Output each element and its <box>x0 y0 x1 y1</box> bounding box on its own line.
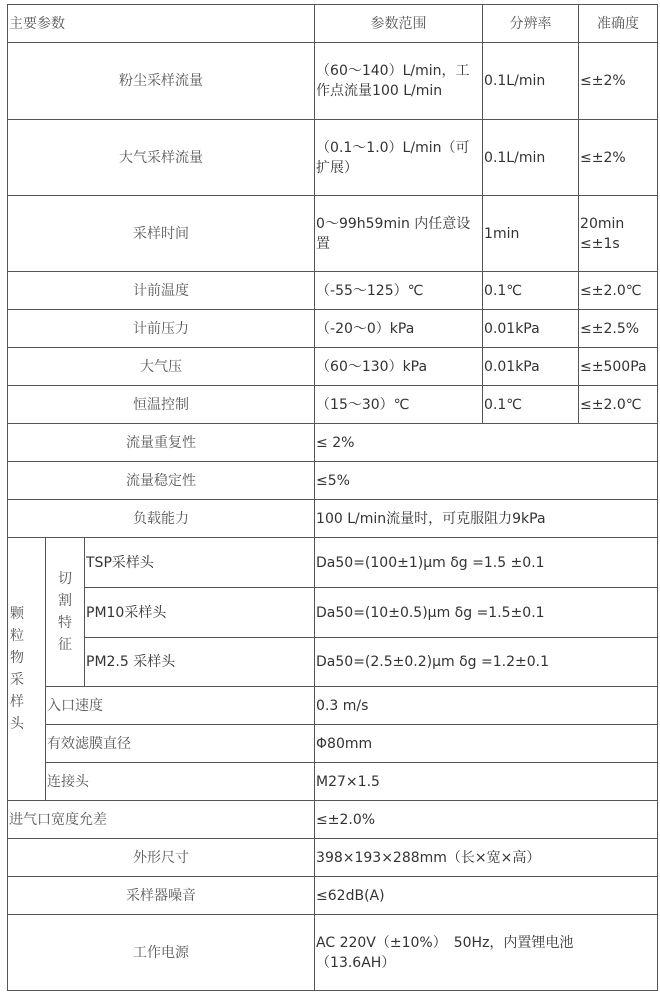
param-value: ≤±2.0% <box>315 801 658 839</box>
param-resolution: 0.01kPa <box>483 310 579 348</box>
param-value: 398×193×288mm（长×宽×高） <box>315 839 658 877</box>
table-row <box>8 386 658 424</box>
table-row <box>8 877 658 915</box>
param-name: 流量重复性 <box>8 424 315 462</box>
cut-label-text: 切割特征 <box>58 571 72 653</box>
param-accuracy: 20min ≤±1s <box>579 196 658 272</box>
particle-group-label <box>8 538 46 801</box>
param-range: （0.1～1.0）L/min（可扩展） <box>315 120 483 196</box>
param-name: 进气口宽度允差 <box>8 801 315 839</box>
cut-row-name: PM2.5 采样头 <box>85 638 315 687</box>
table-row <box>8 588 658 638</box>
param-value <box>315 915 658 991</box>
cut-label <box>46 538 85 687</box>
param-resolution: 0.1℃ <box>483 272 579 310</box>
param-accuracy: ≤±2.0℃ <box>579 386 658 424</box>
spec-table <box>7 4 658 991</box>
param-resolution: 0.01kPa <box>483 348 579 386</box>
param-name: 计前压力 <box>8 310 315 348</box>
cut-row-value: Da50=(2.5±0.2)μm δg =1.2±0.1 <box>315 638 658 687</box>
table-row <box>8 500 658 538</box>
header-resolution: 分辨率 <box>483 5 579 43</box>
param-accuracy: ≤±2% <box>579 120 658 196</box>
cut-row-name: TSP采样头 <box>85 538 315 588</box>
param-value: ≤62dB(A) <box>315 877 658 915</box>
param-name: 外形尺寸 <box>8 839 315 877</box>
header-range: 参数范围 <box>315 5 483 43</box>
table-row <box>8 462 658 500</box>
table-row <box>8 348 658 386</box>
param-value: ≤5% <box>315 462 658 500</box>
particle-row-value: 0.3 m/s <box>315 687 658 725</box>
param-name: 流量稳定性 <box>8 462 315 500</box>
param-accuracy: ≤±2.5% <box>579 310 658 348</box>
param-resolution: 1min <box>483 196 579 272</box>
table-row <box>8 196 658 272</box>
param-accuracy: ≤±500Pa <box>579 348 658 386</box>
cut-row-value: Da50=(100±1)μm δg =1.5 ±0.1 <box>315 538 658 588</box>
table-row <box>8 839 658 877</box>
param-resolution: 0.1L/min <box>483 43 579 120</box>
param-name: 工作电源 <box>8 915 315 991</box>
table-row <box>8 43 658 120</box>
param-range: （60～140）L/min，工作点流量100 L/min <box>315 43 483 120</box>
cut-row-value: Da50=(10±0.5)μm δg =1.5±0.1 <box>315 588 658 638</box>
param-name: 计前温度 <box>8 272 315 310</box>
table-row <box>8 725 658 763</box>
param-accuracy: ≤±2% <box>579 43 658 120</box>
table-row <box>8 310 658 348</box>
param-resolution: 0.1L/min <box>483 120 579 196</box>
table-row <box>8 801 658 839</box>
param-range: （-20～0）kPa <box>315 310 483 348</box>
param-name: 大气采样流量 <box>8 120 315 196</box>
param-value-text: AC 220V（±10%） 50Hz，内置锂电池（13.6AH） <box>316 934 574 971</box>
param-name: 大气压 <box>8 348 315 386</box>
particle-row-value: M27×1.5 <box>315 763 658 801</box>
param-name: 负载能力 <box>8 500 315 538</box>
table-row <box>8 915 658 991</box>
table-row <box>8 424 658 462</box>
table-row <box>8 272 658 310</box>
param-range: （60～130）kPa <box>315 348 483 386</box>
particle-row-name: 连接头 <box>46 763 315 801</box>
cut-row-name: PM10采样头 <box>85 588 315 638</box>
param-resolution: 0.1℃ <box>483 386 579 424</box>
param-range: （15～30）℃ <box>315 386 483 424</box>
particle-row-value: Φ80mm <box>315 725 658 763</box>
particle-row-name: 有效滤膜直径 <box>46 725 315 763</box>
param-name: 采样器噪音 <box>8 877 315 915</box>
param-range: （-55～125）℃ <box>315 272 483 310</box>
table-row <box>8 687 658 725</box>
param-name: 粉尘采样流量 <box>8 43 315 120</box>
param-name: 恒温控制 <box>8 386 315 424</box>
header-param: 主要参数 <box>8 5 315 43</box>
table-row <box>8 120 658 196</box>
param-range: 0～99h59min 内任意设置 <box>315 196 483 272</box>
param-name: 采样时间 <box>8 196 315 272</box>
particle-group-text: 颗粒物采样头 <box>10 606 24 732</box>
particle-row-name: 入口速度 <box>46 687 315 725</box>
param-value: 100 L/min流量时，可克服阻力9kPa <box>315 500 658 538</box>
param-value: ≤ 2% <box>315 424 658 462</box>
table-row <box>8 538 658 588</box>
header-row <box>8 5 658 43</box>
table-row <box>8 638 658 687</box>
table-row <box>8 763 658 801</box>
header-accuracy: 准确度 <box>579 5 658 43</box>
param-accuracy: ≤±2.0℃ <box>579 272 658 310</box>
